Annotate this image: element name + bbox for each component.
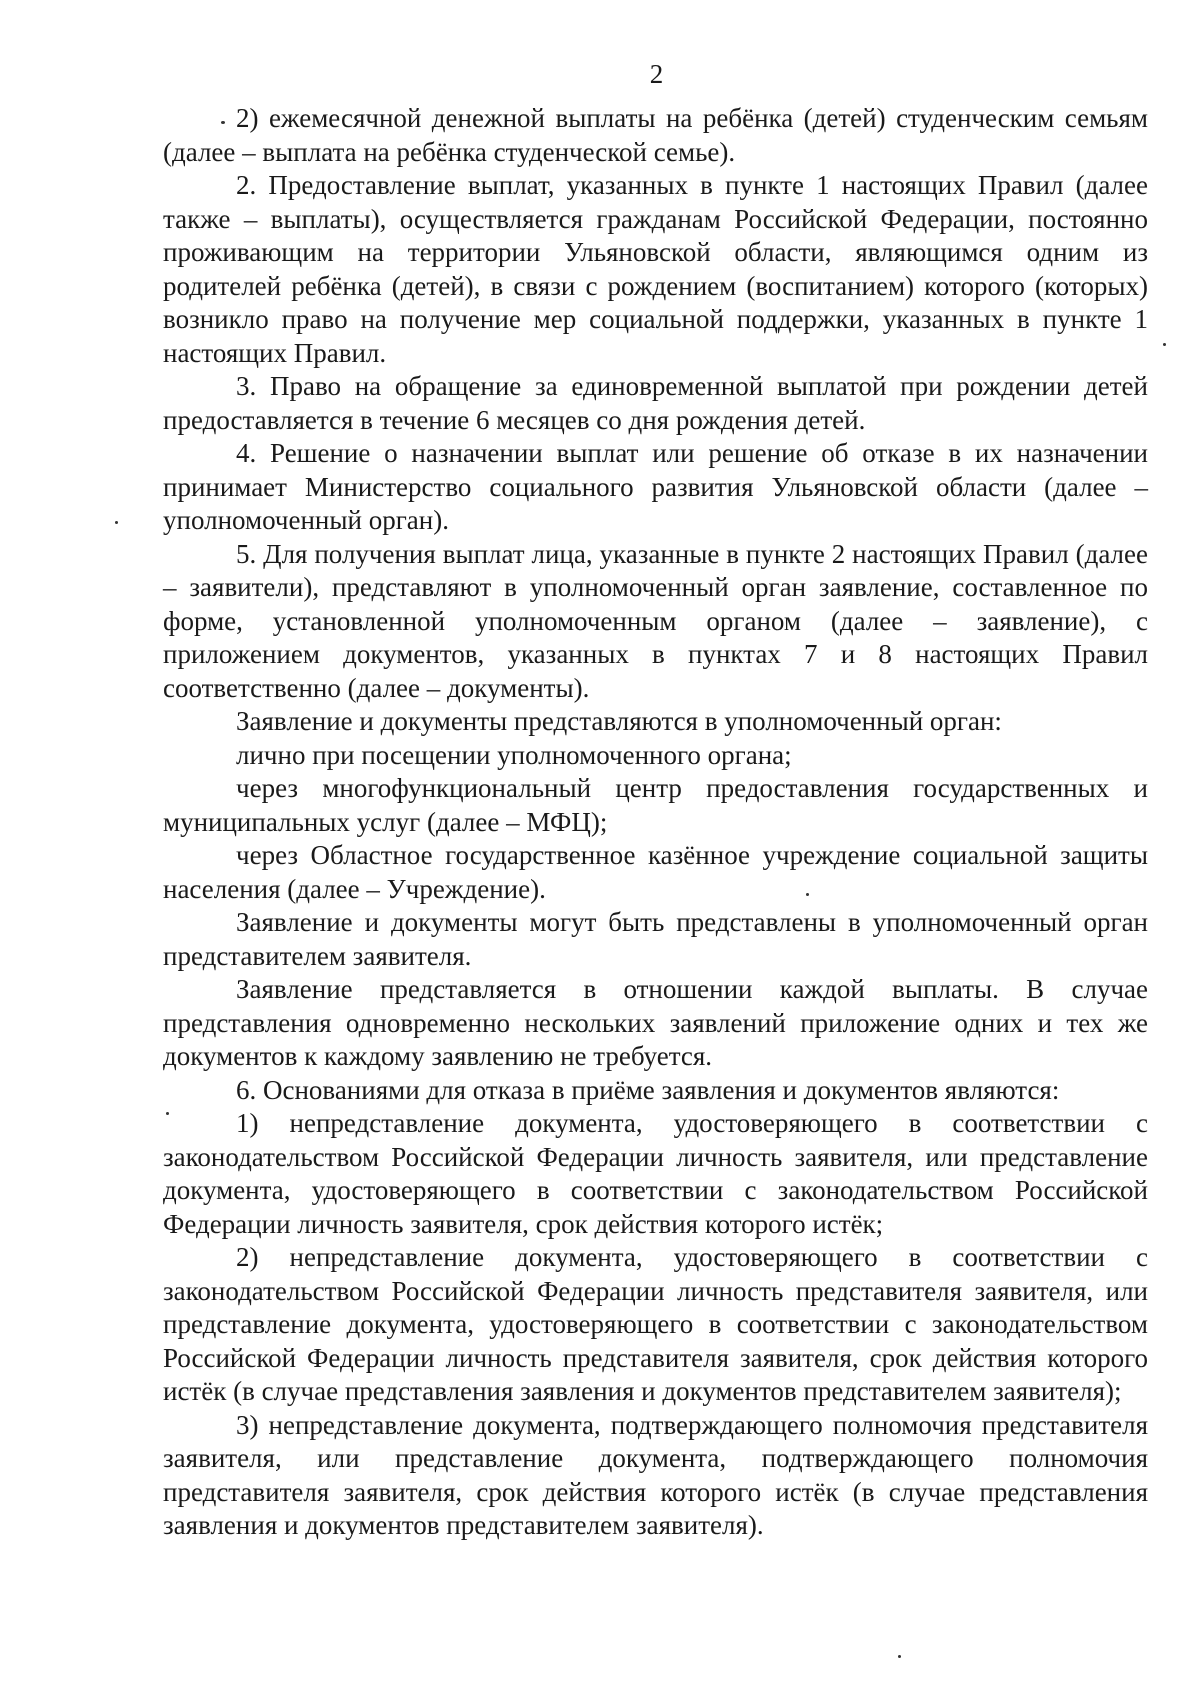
- page-number: 2: [649, 59, 664, 89]
- document-body: [163, 102, 1148, 1543]
- scan-speck: [806, 893, 809, 896]
- scan-speck: [898, 1655, 901, 1658]
- paragraph: через многофункциональный центр предоставления государственных и муниципальных услуг (далее – МФЦ);: [163, 773, 1148, 837]
- scan-speck: [221, 121, 225, 124]
- paragraph: через Областное государственное казённое учреждение социальной защиты населения (далее – Учреждение).: [163, 840, 1148, 904]
- paragraph: 6. Основаниями для отказа в приёме заявления и документов являются:: [236, 1074, 1060, 1105]
- scan-speck: [115, 521, 118, 524]
- paragraph: Заявление представляется в отношении каждой выплаты. В случае представления одновременно нескольких заявлений приложение одних и тех же документов к каждому заявлению не требуется.: [163, 974, 1148, 1071]
- paragraph: 3. Право на обращение за единовременной выплатой при рождении детей предоставляется в течение 6 месяцев со дня рождения детей.: [163, 371, 1148, 435]
- paragraph: 4. Решение о назначении выплат или решение об отказе в их назначении принимает Министерство социального развития Ульяновской области (далее – уполномоченный орган).: [163, 438, 1148, 535]
- scan-speck: [166, 1112, 169, 1115]
- paragraph: Заявление и документы представляются в уполномоченный орган:: [236, 706, 1002, 736]
- paragraph: 2. Предоставление выплат, указанных в пункте 1 настоящих Правил (далее также – выплаты), осуществляется гражданам Российской Федерации, постоянно проживающим на территории Ульяновской области, являющимся одним из родителей ребёнка (детей), в связи с рождением (воспитанием) которого (которых) возникло право на получение мер социальной поддержки, указанных в пункте 1 настоящих Правил.: [163, 170, 1148, 368]
- paragraph: 2) ежемесячной денежной выплаты на ребёнка (детей) студенческим семьям (далее – выплата на ребёнка студенческой семье).: [163, 103, 1148, 167]
- paragraph: 5. Для получения выплат лица, указанные в пункте 2 настоящих Правил (далее – заявители), представляют в уполномоченный орган заявление, составленное по форме, установленной уполномоченным органом (далее – заявление), с приложением документов, указанных в пунктах 7 и 8 настоящих Правил соответственно (далее – документы).: [163, 538, 1148, 703]
- scan-speck: [1163, 343, 1166, 346]
- paragraph: 1) непредставление документа, удостоверяющего в соответствии с законодательством Российской Федерации личность заявителя, или представление документа, удостоверяющего в соответствии с законодательством Российской Федерации личность заявителя, срок действия которого истёк;: [163, 1108, 1148, 1239]
- paragraph: лично при посещении уполномоченного органа;: [236, 739, 792, 770]
- paragraph: Заявление и документы могут быть представлены в уполномоченный орган представителем заявителя.: [163, 907, 1148, 971]
- paragraph: 3) непредставление документа, подтверждающего полномочия представителя заявителя, или представление документа, подтверждающего полномочия представителя заявителя, срок действия которого истёк (в случае представления заявления и документов представителем заявителя).: [163, 1409, 1148, 1540]
- paragraph: 2) непредставление документа, удостоверяющего в соответствии с законодательством Российской Федерации личность представителя заявителя, или представление документа, удостоверяющего в соответствии с законодательством Российской Федерации личность представителя заявителя, срок действия которого истёк (в случае представления заявления и документов представителем заявителя);: [163, 1242, 1148, 1406]
